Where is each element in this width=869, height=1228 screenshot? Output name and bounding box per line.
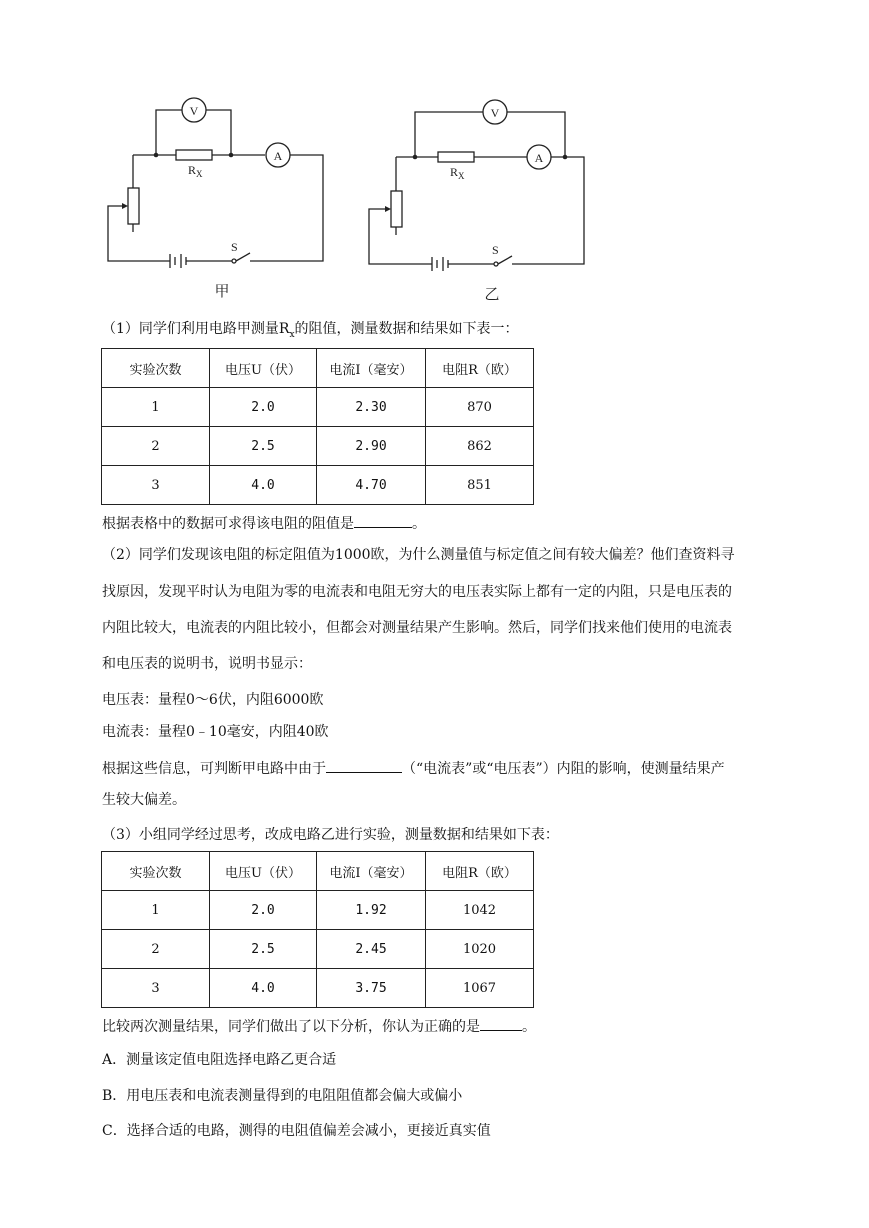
table-cell: 2.30 [317,388,426,427]
table-cell: 3 [102,969,210,1008]
table-header-row [102,349,534,388]
table-cell: 2 [102,930,210,969]
header-cell: 电流I（毫安） [317,349,426,388]
figure-caption-jia: 甲 [214,284,230,300]
table-cell: 1067 [426,969,534,1008]
table-cell: 4.0 [210,969,317,1008]
table-row [102,466,534,505]
question-2-line: （2）同学们发现该电阻的标定阻值为1000欧，为什么测量值与标定值之间有较大偏差？他们查资料寻 [102,547,735,563]
header-cell: 电阻R（欧） [426,852,534,891]
question-2-prompt: 根据这些信息，可判断甲电路中由于 （“电流表”或“电压表”）内阻的影响，使测量结果产 [102,761,725,777]
answer-blank-1[interactable] [354,515,412,528]
table-cell: 3 [102,466,210,505]
option-a[interactable]: A．测量该定值电阻选择电路乙更合适 [102,1052,337,1068]
voltmeter-spec: 电压表：量程0～6伏，内阻6000欧 [102,692,324,708]
question-2-line: 找原因，发现平时认为电阻为零的电流表和电阻无穷大的电压表实际上都有一定的内阻，只是电压表的 [102,584,732,600]
ammeter-spec: 电流表：量程0﹣10毫安，内阻40欧 [102,724,329,740]
table-header-row [102,852,534,891]
table-cell: 862 [426,427,534,466]
option-c[interactable]: C．选择合适的电路，测得的电阻值偏差会减小，更接近真实值 [102,1123,491,1139]
resistor-icon [176,150,212,160]
ammeter-label: A [273,149,283,163]
table-cell: 2.0 [210,891,317,930]
table-cell: 2.5 [210,427,317,466]
table-cell: 1020 [426,930,534,969]
header-cell: 电流I（毫安） [317,852,426,891]
question-2-line: 生较大偏差。 [102,792,186,808]
table-cell: 2.5 [210,930,317,969]
question-3-prompt: 比较两次测量结果，同学们做出了以下分析，你认为正确的是 。 [102,1019,536,1035]
header-cell: 电阻R（欧） [426,349,534,388]
circuit-yi [369,100,584,271]
data-table-2 [101,851,534,1008]
table-cell: 2 [102,427,210,466]
data-table-1 [101,348,534,505]
answer-blank-3[interactable] [480,1018,522,1031]
circuit-jia [108,98,323,268]
header-cell: 实验次数 [102,349,210,388]
question-2-line: 和电压表的说明书，说明书显示： [102,656,312,672]
switch-icon [498,256,512,264]
voltmeter-label: V [490,106,500,120]
resistor-icon [438,152,474,162]
voltmeter-label: V [189,104,199,118]
table-row [102,388,534,427]
question-1-prompt: 根据表格中的数据可求得该电阻的阻值是 。 [102,516,426,532]
table-row [102,930,534,969]
table-row [102,891,534,930]
answer-blank-2[interactable] [326,760,402,773]
switch-icon [236,253,250,261]
header-cell: 电压U（伏） [210,852,317,891]
option-b[interactable]: B．用电压表和电流表测量得到的电阻阻值都会偏大或偏小 [102,1088,463,1104]
table-row [102,969,534,1008]
table-cell: 851 [426,466,534,505]
rheostat-icon [128,188,139,224]
table-row [102,427,534,466]
table-cell: 1042 [426,891,534,930]
question-3-intro: （3）小组同学经过思考，改成电路乙进行实验，测量数据和结果如下表： [102,827,559,843]
resistor-label: $R_X$ [188,163,203,179]
header-cell: 电压U（伏） [210,349,317,388]
table-cell: 2.90 [317,427,426,466]
table-cell: 2.0 [210,388,317,427]
table-cell: 1 [102,891,210,930]
table-cell: 1 [102,388,210,427]
switch-label: S [231,240,238,254]
rheostat-icon [391,191,402,227]
table-cell: 3.75 [317,969,426,1008]
table-cell: 2.45 [317,930,426,969]
table-cell: 1.92 [317,891,426,930]
question-1-intro: （1）同学们利用电路甲测量$R_x$的阻值，测量数据和结果如下表一： [102,321,519,340]
switch-label: S [492,243,499,257]
figure-caption-yi: 乙 [484,287,500,303]
table-cell: 870 [426,388,534,427]
table-cell: 4.70 [317,466,426,505]
table-cell: 4.0 [210,466,317,505]
ammeter-label: A [534,151,544,165]
question-2-line: 内阻比较大，电流表的内阻比较小，但都会对测量结果产生影响。然后，同学们找来他们使用的电流表 [102,620,732,636]
header-cell: 实验次数 [102,852,210,891]
resistor-label: $R_X$ [450,165,465,181]
circuit-diagrams [0,0,869,310]
